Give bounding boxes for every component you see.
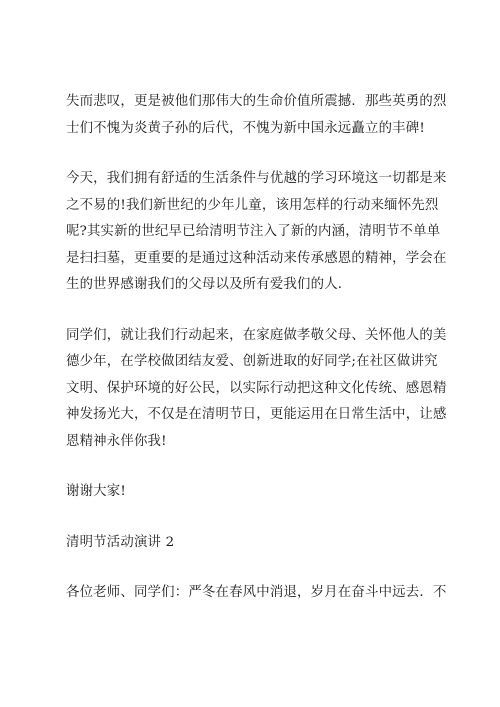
text-line: 德少年，在学校做团结友爱、创新进取的好同学;在社区做讲究: [66, 354, 438, 369]
text-line: 神发扬光大，不仅是在清明节日，更能运用在日常生活中，让感: [66, 407, 447, 422]
text-line: 之不易的!我们新世纪的少年儿童，该用怎样的行动来缅怀先烈: [66, 197, 439, 213]
text-line: 文明、保护环境的好公民，以实际行动把这种文化传统、感恩精: [66, 380, 447, 396]
text-line: 是扫扫墓，更重要的是通过这种活动来传承感恩的精神，学会在: [66, 250, 447, 266]
text-line: 今天，我们拥有舒适的生活条件与优越的学习环境这一切都是来: [66, 171, 447, 186]
paragraph-closing: [66, 479, 458, 506]
section-heading: [66, 530, 458, 557]
text-line: 士们不愧为炎黄子孙的后代，不愧为新中国永远矗立的丰碑!: [66, 120, 425, 136]
document-body: [66, 89, 458, 607]
text-line: 谢谢大家!: [66, 484, 126, 499]
text-line: 失而悲叹，更是被他们那伟大的生命价值所震撼．那些英勇的烈: [66, 94, 447, 109]
text-line: 恩精神永伴你我!: [66, 433, 167, 449]
paragraph: [66, 166, 458, 299]
text-line: 同学们，就让我们行动起来，在家庭做孝敬父母、关怀他人的美: [66, 327, 447, 343]
text-line: 清明节活动演讲 2: [66, 534, 175, 550]
text-line: 各位老师、同学们：严冬在春风中消退，岁月在奋斗中远去．不: [66, 585, 447, 600]
paragraph: [66, 89, 458, 142]
text-line: 生的世界感谢我们的父母以及所有爱我们的人.: [66, 277, 343, 292]
paragraph: [66, 580, 458, 607]
text-line: 呢?其实新的世纪早已给清明节注入了新的内涵，清明节不单单: [66, 224, 441, 239]
paragraph: [66, 323, 458, 456]
